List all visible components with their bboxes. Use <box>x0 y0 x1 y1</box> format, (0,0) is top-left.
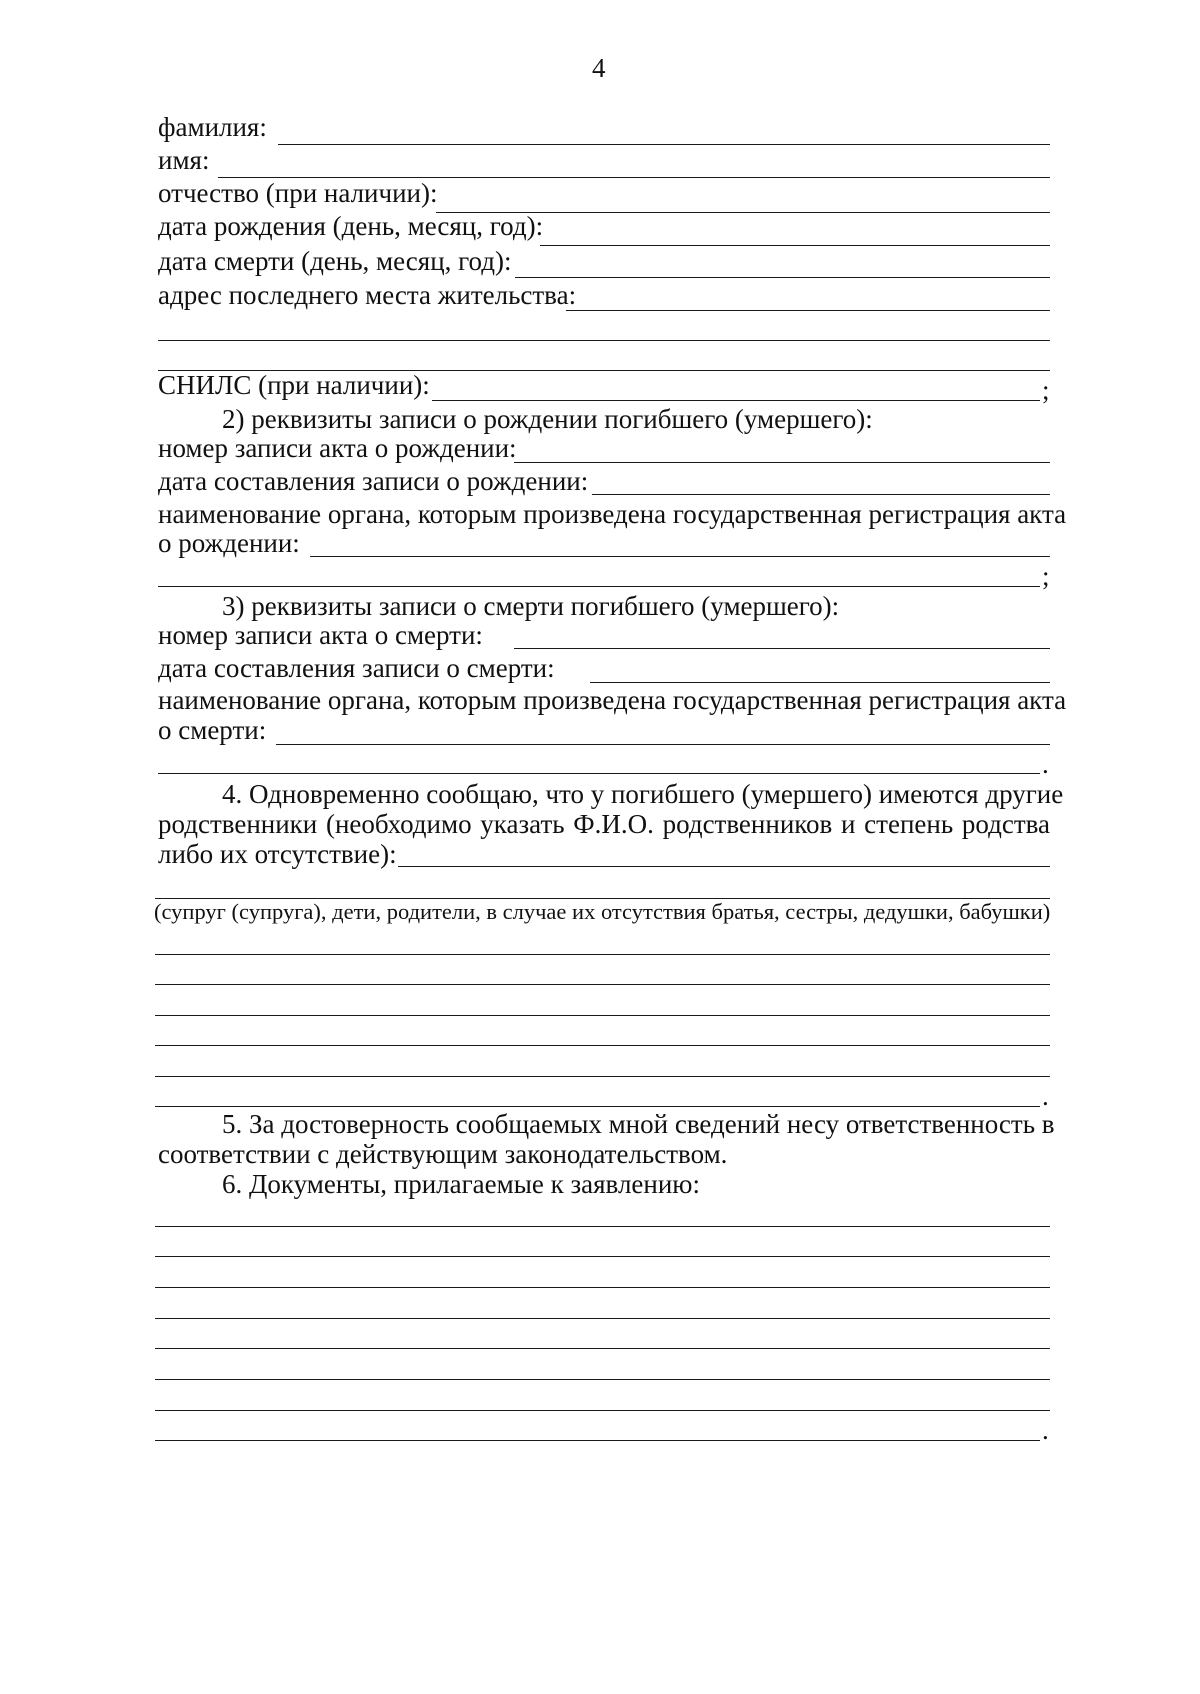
field-documents-2[interactable] <box>155 1256 1050 1257</box>
label-familiya: фамилия: <box>158 112 267 142</box>
item4-line3: либо их отсутствие): <box>158 839 397 869</box>
field-death-date[interactable] <box>515 277 1050 278</box>
field-familiya[interactable] <box>278 144 1050 145</box>
label-otchestvo: отчество (при наличии): <box>158 178 438 208</box>
label-snils: СНИЛС (при наличии): <box>158 370 430 400</box>
field-documents-1[interactable] <box>155 1226 1050 1227</box>
field-relatives-3[interactable] <box>155 954 1050 955</box>
field-relatives-1[interactable] <box>398 866 1050 867</box>
page-number: 4 <box>592 53 606 83</box>
birth-semicolon: ; <box>1042 561 1050 591</box>
label-birth-authority-cont: о рождении: <box>158 528 300 558</box>
field-death-authority-1[interactable] <box>276 744 1050 745</box>
field-documents-6[interactable] <box>155 1379 1050 1380</box>
field-relatives-4[interactable] <box>155 984 1050 985</box>
field-birth-record-date[interactable] <box>592 494 1050 495</box>
relatives-hint: (супруг (супруга), дети, родители, в случае их отсутствия братья, сестры, дедушки, бабушки) <box>154 899 1051 924</box>
field-relatives-7[interactable] <box>155 1076 1050 1077</box>
label-birth-record-date: дата составления записи о рождении: <box>158 466 589 496</box>
death-record-heading: 3) реквизиты записи о смерти погибшего (умершего): <box>222 591 840 621</box>
field-birth-record-number[interactable] <box>514 462 1050 463</box>
field-death-record-number[interactable] <box>514 648 1050 649</box>
relatives-period: . <box>1042 1081 1049 1111</box>
item5-line1: 5. За достоверность сообщаемых мной сведений несу ответственность в <box>222 1109 1055 1139</box>
field-death-record-date[interactable] <box>590 682 1050 683</box>
label-death-authority: наименование органа, которым произведена государственная регистрация акта <box>158 685 1067 715</box>
label-birth-authority: наименование органа, которым произведена государственная регистрация акта <box>158 499 1067 529</box>
death-period: . <box>1042 749 1049 779</box>
label-death-authority-cont: о смерти: <box>158 715 267 745</box>
field-snils[interactable] <box>432 400 1040 401</box>
label-imya: имя: <box>158 145 210 175</box>
field-relatives-6[interactable] <box>155 1045 1050 1046</box>
field-last-address-2[interactable] <box>158 340 1050 341</box>
item4-line1: 4. Одновременно сообщаю, что у погибшего (умершего) имеются другие <box>222 779 1064 809</box>
snils-semicolon: ; <box>1042 375 1050 405</box>
label-birth-record-number: номер записи акта о рождении: <box>158 433 517 463</box>
field-relatives-5[interactable] <box>155 1015 1050 1016</box>
item5-line2: соответствии с действующим законодательством. <box>158 1139 728 1169</box>
label-birth-date: дата рождения (день, месяц, год): <box>158 211 544 241</box>
field-birth-authority-1[interactable] <box>310 556 1050 557</box>
field-birth-authority-2[interactable] <box>158 586 1040 587</box>
item4-line2: родственники (необходимо указать Ф.И.О. родственников и степень родства <box>158 809 1050 839</box>
label-death-date: дата смерти (день, месяц, год): <box>158 246 512 276</box>
field-documents-4[interactable] <box>155 1318 1050 1319</box>
field-documents-7[interactable] <box>155 1410 1050 1411</box>
documents-period: . <box>1042 1415 1049 1445</box>
label-death-record-number: номер записи акта о смерти: <box>158 620 483 650</box>
label-death-record-date: дата составления записи о смерти: <box>158 653 555 683</box>
field-last-address-1[interactable] <box>566 310 1050 311</box>
field-death-authority-2[interactable] <box>158 773 1040 774</box>
field-relatives-8[interactable] <box>155 1106 1040 1107</box>
field-documents-8[interactable] <box>155 1440 1040 1441</box>
label-last-address: адрес последнего места жительства: <box>158 280 577 310</box>
field-documents-3[interactable] <box>155 1287 1050 1288</box>
birth-record-heading: 2) реквизиты записи о рождении погибшего (умершего): <box>222 404 873 434</box>
item6-line1: 6. Документы, прилагаемые к заявлению: <box>222 1169 700 1199</box>
field-documents-5[interactable] <box>155 1348 1050 1349</box>
field-birth-date[interactable] <box>540 245 1050 246</box>
